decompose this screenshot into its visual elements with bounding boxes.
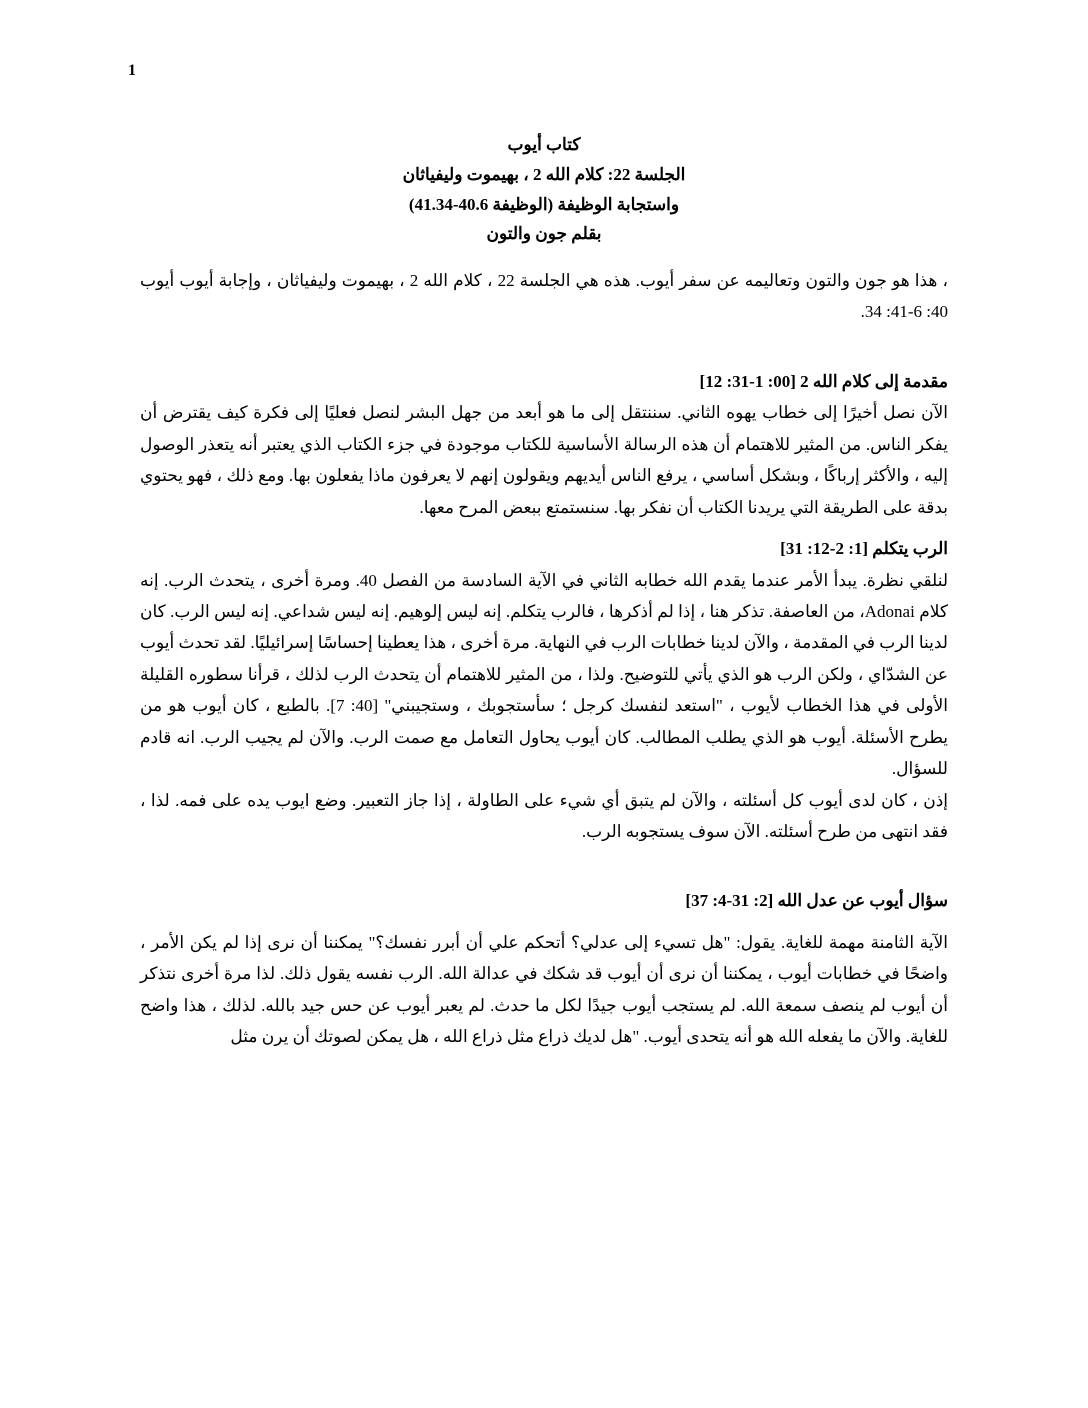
section-paragraph-lord-speaks-2: إذن ، كان لدى أيوب كل أسئلته ، والآن لم يتبق أي شيء على الطاولة ، إذا جاز التعبير. وضع ايوب يده على فمه. لذا ، فقد انتهى من طرح أسئلته. الآن سوف يستجوبه الرب.: [140, 790, 948, 841]
title-line-session: الجلسة 22: كلام الله 2 ، بهيموت وليفياثان: [402, 164, 686, 184]
section-paragraph-lord-speaks-1: لنلقي نظرة. يبدأ الأمر عندما يقدم الله خطابه الثاني في الآية السادسة من الفصل 40. ومرة أخرى ، يتحدث الرب. إنه كلام Adonai، من العاصفة. تذكر هنا ، إذا لم أذكرها ، فالرب يتكلم. إنه ليس إلوهيم. إنه ليس شداعي. إنه ليس الرب. كان لدينا الرب في المقدمة ، والآن لدينا خطابات الرب في النهاية. مرة أخرى ، هذا يعطينا إحساسًا إسرائيليًا. لقد تحدث أيوب عن الشدّاي ، ولكن الرب هو الذي يأتي للتوضيح. ولذا ، من المثير للاهتمام أن يتحدث الرب لذلك ، قرأنا سطوره القليلة الأولى في هذا الخطاب لأيوب ، "استعد لنفسك كرجل ؛ سأستجوبك ، وستجيبني" [40: 7]. بالطبع ، كان أيوب هو من يطرح الأسئلة. أيوب هو الذي يطلب المطالب. كان أيوب يحاول التعامل مع صمت الرب. والآن لم يجيب الرب. انه قادم للسؤال.: [140, 570, 949, 779]
intro-paragraph: ، هذا هو جون والتون وتعاليمه عن سفر أيوب. هذه هي الجلسة 22 ، كلام الله 2 ، بهيموت وليفياثان ، وإجابة أيوب أيوب 40: 6-41: 34.: [140, 271, 948, 322]
heading-spacer: [140, 917, 948, 927]
document-title-block: [140, 130, 948, 249]
section-spacer: [140, 328, 948, 366]
section-paragraph-job-question-1: الآية الثامنة مهمة للغاية. يقول: "هل تسيء إلى عدلي؟ أتحكم علي أن أبرر نفسك؟" يمكننا أن نرى إذا لم يكن الأمر ، واضحًا في خطابات أيوب ، يمكننا أن نرى أن أيوب قد شكك في عدالة الله. الرب نفسه يقول ذلك. لذا مرة أخرى نتذكر أن أيوب لم ينصف سمعة الله. لم يستجب أيوب جيدًا لكل ما حدث. لم يعبر أيوب عن حس جيد بالله. لذلك ، هذا واضح للغاية. والآن ما يفعله الله هو أنه يتحدى أيوب. "هل لديك ذراع مثل ذراع الله ، هل يمكن لصوتك أن يرن مثل: [140, 932, 948, 1047]
section-heading-lord-speaks: الرب يتكلم [1: 2-12: 31]: [780, 539, 948, 559]
section-paragraph-introduction-1: الآن نصل أخيرًا إلى خطاب يهوه الثاني. سننتقل إلى ما هو أبعد من جهل البشر لنصل فعليًا إلى فكرة كيف يقترض أن يفكر الناس. من المثير للاهتمام أن هذه الرسالة الأساسية للكتاب موجودة في جزء الكتاب الذي يعتبر أنه يتعذر الوصول إليه ، والأكثر إرباكًا ، وبشكل أساسي ، يرفع الناس أيديهم ويقولون إنهم لا يعرفون ماذا يفعلون بها. ومع ذلك ، فهو يحتوي بدقة على الطريقة التي يريدنا الكتاب أن نفكر بها. سنستمتع ببعض المرح معها.: [140, 403, 948, 517]
document-content: [140, 130, 948, 1053]
title-line-author: بقلم جون والتون: [486, 224, 602, 244]
section-heading-introduction: مقدمة إلى كلام الله 2 [00: 1-31: 12]: [699, 371, 948, 391]
title-line-book: كتاب أيوب: [507, 135, 581, 154]
section-spacer: [140, 847, 948, 885]
title-line-subtitle: واستجابة الوظيفة (الوظيفة 40.6-41.34): [408, 194, 680, 214]
section-spacer: [140, 523, 948, 533]
section-heading-job-question: سؤال أيوب عن عدل الله [2: 31-4: 37]: [685, 891, 948, 911]
page-number: 1: [128, 62, 136, 79]
